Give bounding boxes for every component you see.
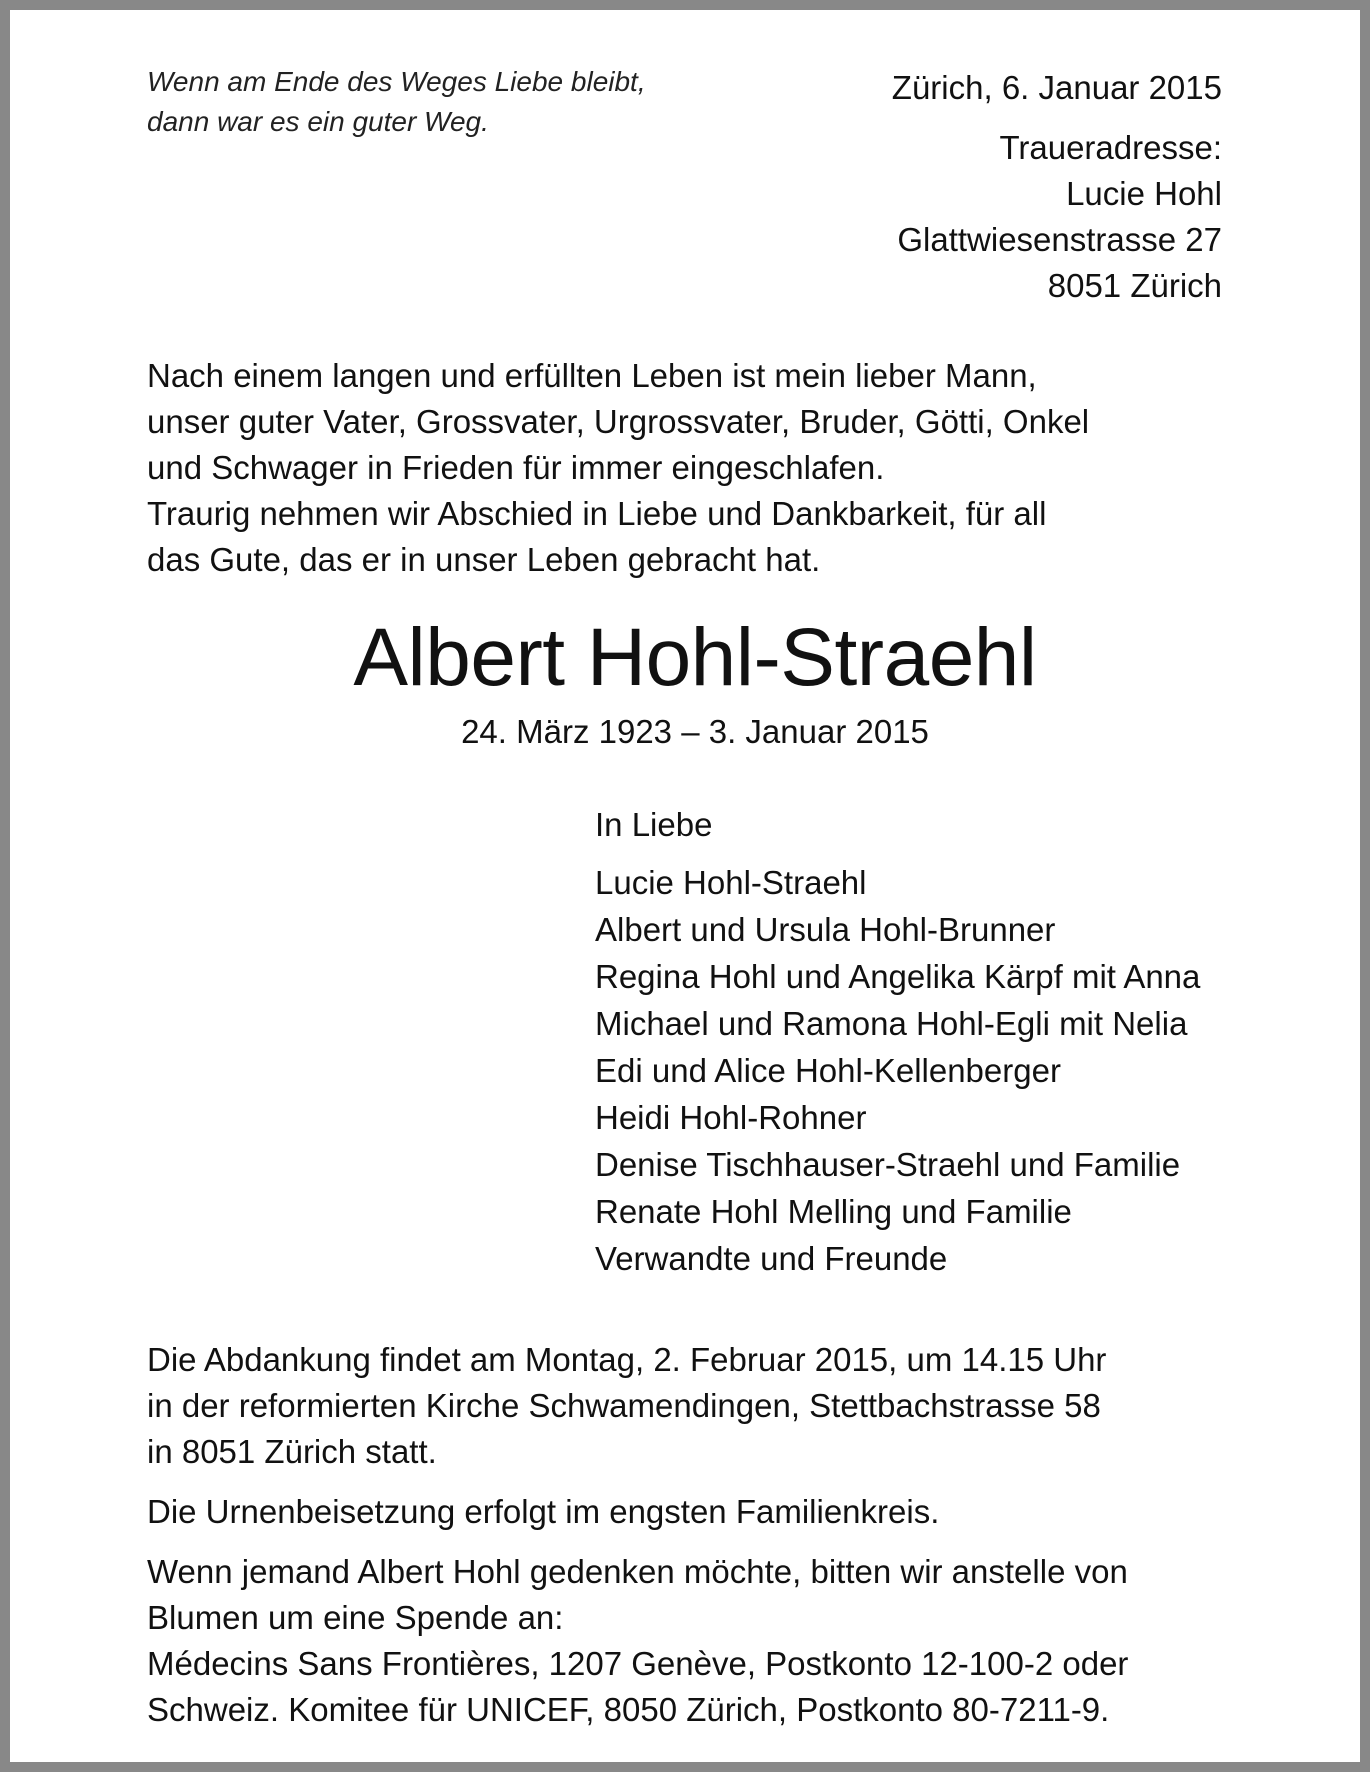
intro-line: unser guter Vater, Grossvater, Urgrossvater, Bruder, Götti, Onkel — [147, 403, 1090, 440]
service-line: in der reformierten Kirche Schwamendingen, Stettbachstrasse 58 — [147, 1387, 1101, 1424]
mourner-name: Albert und Ursula Hohl-Brunner — [595, 911, 1056, 948]
mourning-address — [897, 125, 1222, 309]
deceased-lifespan: 24. März 1923 – 3. Januar 2015 — [461, 713, 929, 750]
burial-paragraph — [147, 1489, 1247, 1535]
intro-text — [147, 353, 1247, 583]
address-line: 8051 Zürich — [1047, 267, 1222, 304]
burial-line: Die Urnenbeisetzung erfolgt im engsten Familienkreis. — [147, 1493, 940, 1530]
mourner-name: Edi und Alice Hohl-Kellenberger — [595, 1052, 1061, 1089]
mourner-name: Denise Tischhauser-Straehl und Familie — [595, 1146, 1181, 1183]
place-date: Zürich, 6. Januar 2015 — [891, 69, 1222, 106]
intro-line: und Schwager in Frieden für immer eingeschlafen. — [147, 449, 885, 486]
address-line: Glattwiesenstrasse 27 — [897, 221, 1222, 258]
service-line: in 8051 Zürich statt. — [147, 1433, 437, 1470]
donation-paragraph — [147, 1549, 1247, 1733]
mourner-name: Regina Hohl und Angelika Kärpf mit Anna — [595, 958, 1201, 995]
intro-line: Traurig nehmen wir Abschied in Liebe und Dankbarkeit, für all — [147, 495, 1047, 532]
intro-line: Nach einem langen und erfüllten Leben ist mein lieber Mann, — [147, 357, 1037, 394]
address-line: Traueradresse: — [999, 129, 1222, 166]
donation-line: Médecins Sans Frontières, 1207 Genève, Postkonto 12-100-2 oder — [147, 1645, 1129, 1682]
mourners-list — [595, 801, 1200, 1282]
mourner-name: Lucie Hohl-Straehl — [595, 864, 867, 901]
motto-line: Wenn am Ende des Weges Liebe bleibt, — [147, 66, 646, 97]
mourner-name: Renate Hohl Melling und Familie — [595, 1193, 1072, 1230]
address-line: Lucie Hohl — [1066, 175, 1222, 212]
motto-line: dann war es ein guter Weg. — [147, 106, 489, 137]
intro-line: das Gute, das er in unser Leben gebracht hat. — [147, 541, 821, 578]
deceased-name: Albert Hohl-Straehl — [353, 612, 1037, 703]
donation-line: Blumen um eine Spende an: — [147, 1599, 564, 1636]
donation-line: Schweiz. Komitee für UNICEF, 8050 Zürich, Postkonto 80-7211-9. — [147, 1691, 1110, 1728]
mourner-name: Verwandte und Freunde — [595, 1240, 948, 1277]
motto-quote — [147, 62, 646, 142]
donation-line: Wenn jemand Albert Hohl gedenken möchte, bitten wir anstelle von — [147, 1553, 1128, 1590]
service-paragraph — [147, 1337, 1247, 1475]
mourners-heading: In Liebe — [595, 806, 713, 843]
mourner-name: Michael und Ramona Hohl-Egli mit Nelia — [595, 1005, 1188, 1042]
service-line: Die Abdankung findet am Montag, 2. Februar 2015, um 14.15 Uhr — [147, 1341, 1107, 1378]
mourner-name: Heidi Hohl-Rohner — [595, 1099, 867, 1136]
service-details — [147, 1337, 1247, 1747]
